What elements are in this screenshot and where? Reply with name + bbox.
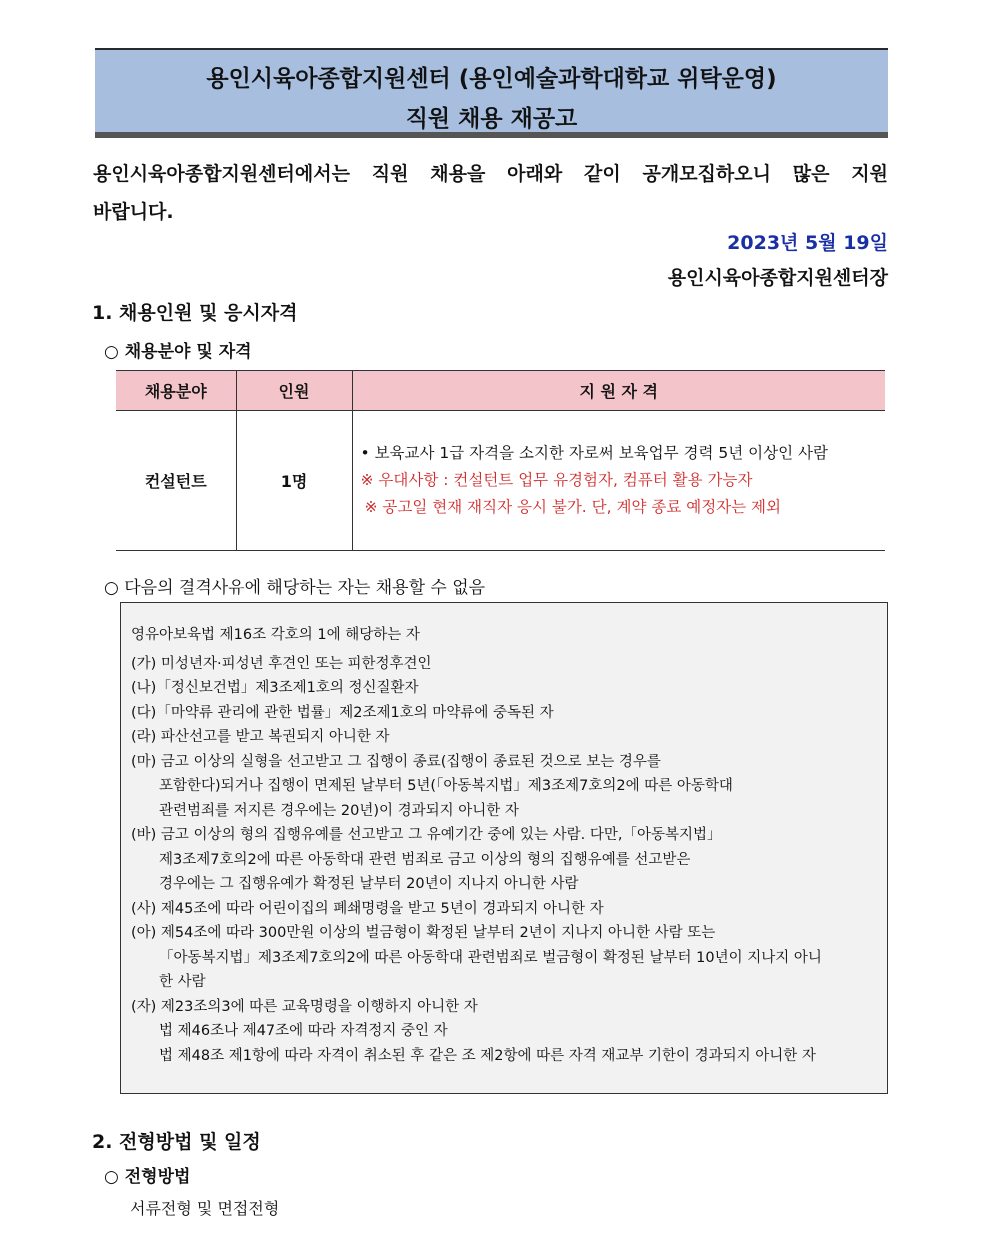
list-item: 법 제46조나 제47조에 따라 자격정지 중인 자	[159, 1023, 448, 1039]
list-item: (자) 제23조의3에 따른 교육명령을 이행하지 아니한 자	[131, 998, 478, 1015]
list-item: 포함한다)되거나 집행이 면제된 날부터 5년(「아동복지법」제3조제7호의2에 따른 아동학대	[159, 778, 733, 794]
list-item: 법 제48조 제1항에 따라 자격이 취소된 후 같은 조 제2항에 따른 자격 재교부 기한이 경과되지 아니한 자	[159, 1047, 816, 1064]
selection-method: 서류전형 및 면접전형	[130, 1199, 280, 1218]
list-item: (다)「마약류 관리에 관한 법률」제2조제1호의 마약류에 중독된 자	[131, 704, 554, 721]
list-item: (나)「정신보건법」제3조제1호의 정신질환자	[131, 680, 419, 696]
list-item: (사) 제45조에 따라 어린이집의 폐쇄명령을 받고 5년이 경과되지 아니한 자	[131, 900, 604, 917]
list-item: 「아동복지법」제3조제7호의2에 따른 아동학대 관련범죄로 벌금형이 확정된 날부터 10년이 지나지 아니	[159, 949, 822, 966]
section-2-heading: 2. 전형방법 및 일정	[92, 1131, 261, 1153]
signer: 용인시육아종합지원센터장	[667, 267, 888, 289]
list-item: 제3조제7호의2에 따른 아동학대 관련 범죄로 금고 이상의 형의 집행유예를 선고받은	[159, 851, 691, 868]
disqualification-heading: ○ 다음의 결격사유에 해당하는 자는 채용할 수 없음	[104, 578, 486, 598]
list-item: (바) 금고 이상의 형의 집행유예를 선고받고 그 유예기간 중에 있는 사람. 다만,「아동복지법」	[131, 827, 722, 843]
header-qualification: 지 원 자 격	[352, 371, 885, 411]
title-banner	[95, 48, 888, 138]
qualification-note: ※ 공고일 현재 재직자 응시 불가. 단, 계약 종료 예정자는 제외	[364, 498, 781, 516]
header-count: 인원	[236, 371, 352, 411]
recruitment-table	[116, 370, 885, 551]
table-row	[116, 411, 885, 551]
page-title: 용인시육아종합지원센터 (용인예술과학대학교 위탁운영)	[206, 66, 777, 92]
list-item: 한 사람	[159, 974, 206, 990]
table-header-row	[116, 371, 885, 411]
list-item: (가) 미성년자·피성년 후견인 또는 피한정후견인	[131, 655, 432, 672]
intro-text-line2: 바랍니다.	[93, 201, 174, 223]
list-item: (라) 파산선고를 받고 복권되지 아니한 자	[131, 729, 390, 745]
list-item: (아) 제54조에 따라 300만원 이상의 벌금형이 확정된 날부터 2년이 지나지 아니한 사람 또는	[131, 925, 716, 941]
cell-qualification	[352, 411, 885, 551]
page-subtitle: 직원 채용 재공고	[405, 106, 578, 132]
disqualification-intro: 영유아보육법 제16조 각호의 1에 해당하는 자	[131, 627, 420, 643]
disqualification-box	[120, 602, 888, 1094]
list-item: 경우에는 그 집행유예가 확정된 날부터 20년이 지나지 아니한 사람	[159, 876, 579, 892]
list-item: 관련범죄를 저지른 경우에는 20년)이 경과되지 아니한 자	[159, 802, 519, 819]
qualification-preference: ※ 우대사항 : 컨설턴트 업무 유경험자, 컴퓨터 활용 가능자	[360, 471, 753, 489]
section-1-subheading: ○ 채용분야 및 자격	[104, 342, 252, 362]
header-field: 채용분야	[116, 371, 236, 411]
intro-text-line1: 용인시육아종합지원센터에서는 직원 채용을 아래와 같이 공개모집하오니 많은 지원	[93, 163, 888, 185]
announcement-date: 2023년 5월 19일	[727, 232, 888, 254]
cell-count: 1명	[236, 411, 352, 551]
cell-field: 컨설턴트	[116, 411, 236, 551]
disqualification-list	[131, 652, 887, 1069]
qualification-requirement: • 보육교사 1급 자격을 소지한 자로써 보육업무 경력 5년 이상인 사람	[360, 444, 828, 462]
section-2-subheading: ○ 전형방법	[104, 1167, 191, 1187]
list-item: (마) 금고 이상의 실형을 선고받고 그 집행이 종료(집행이 종료된 것으로 보는 경우를	[131, 753, 661, 770]
section-1-heading: 1. 채용인원 및 응시자격	[92, 302, 298, 324]
